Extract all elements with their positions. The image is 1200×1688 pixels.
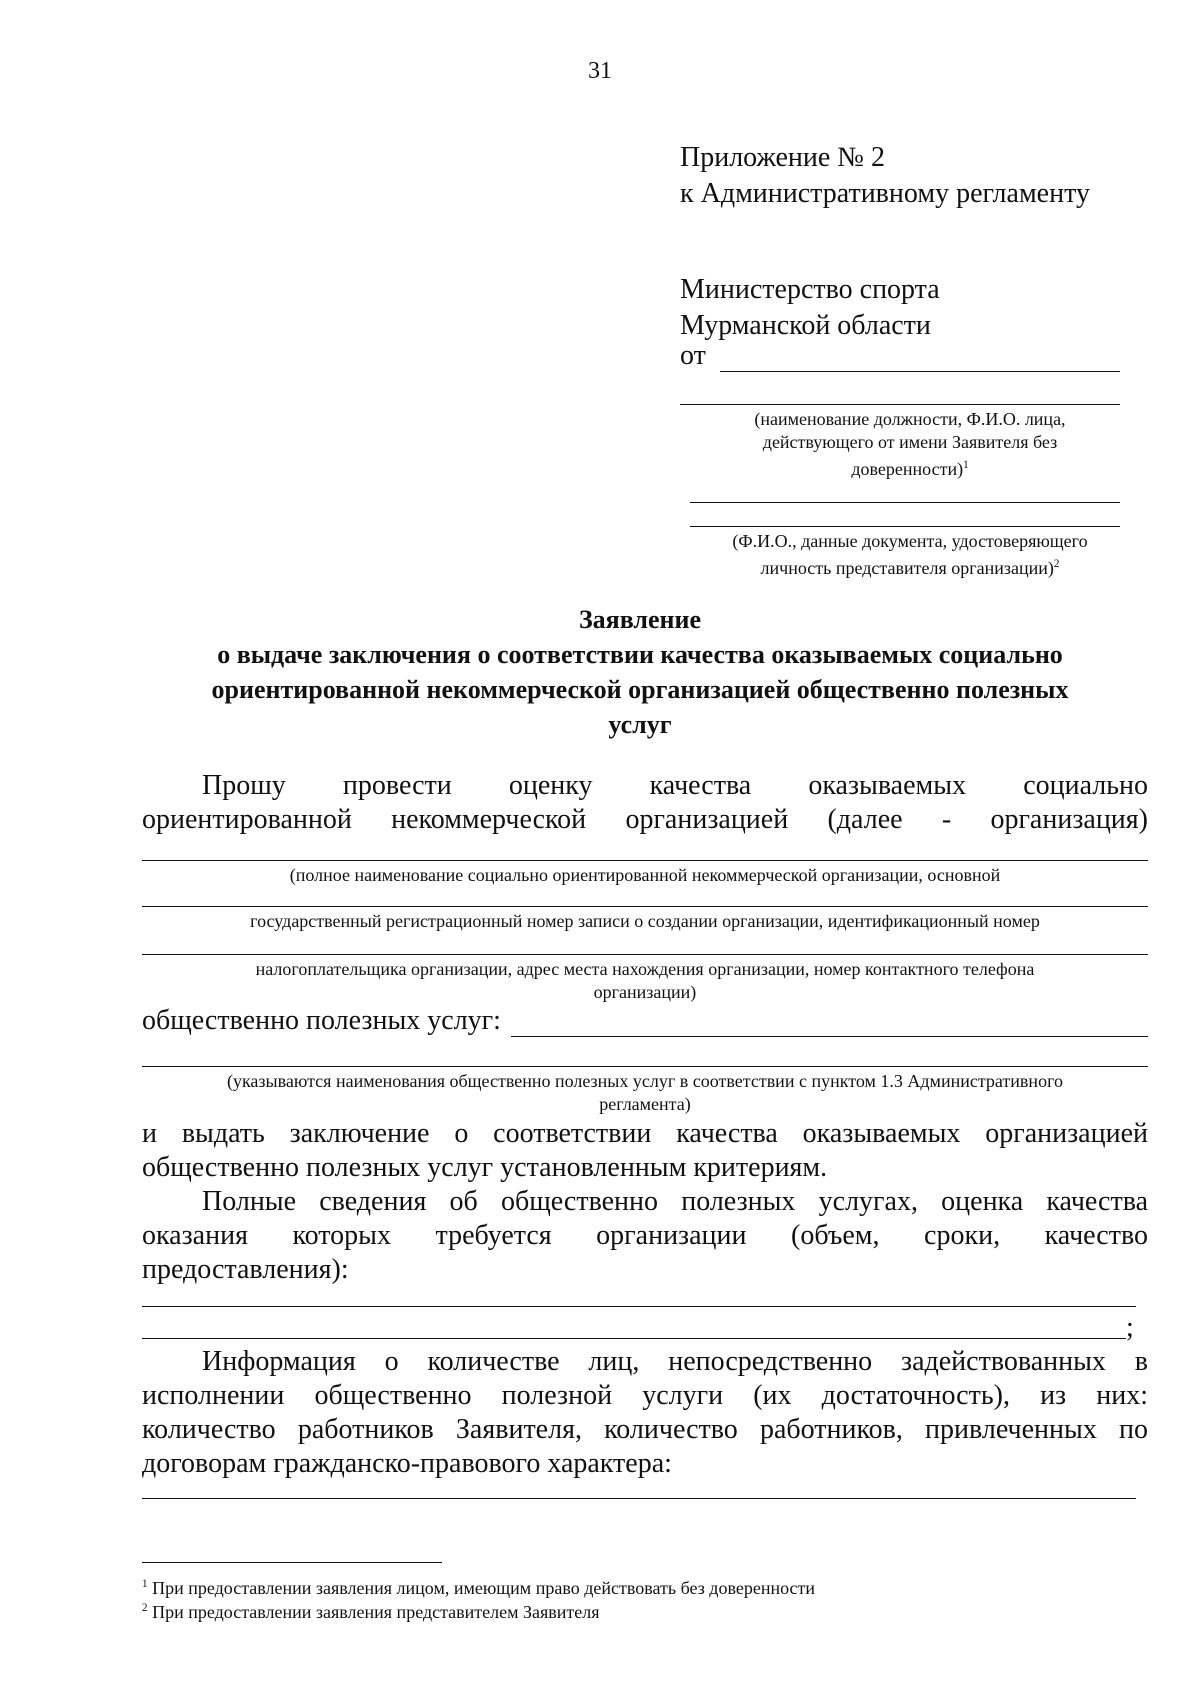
org-caption-2: государственный регистрационный номер записи о создании организации, идентификационный номер (250, 911, 1040, 931)
footnote-separator (142, 1562, 442, 1563)
representative-fill-line-2[interactable] (690, 526, 1120, 527)
footnote-mark-2: 2 (1053, 558, 1060, 570)
paragraph-4-line-1: Информация о количестве лиц, непосредственно задействованных в (202, 1346, 1148, 1377)
from-row (680, 340, 1120, 372)
services-fill-line-2[interactable] (142, 1066, 1148, 1067)
paragraph-4-line-3: количество работников Заявителя, количество работников, привлеченных по (142, 1414, 1148, 1445)
from-label: от (680, 340, 706, 371)
services-caption-1: (указываются наименования общественно полезных услуг в соответствии с пунктом 1.3 Административного (226, 1071, 1064, 1091)
services-label: общественно полезных услуг: (142, 1005, 501, 1036)
page-number: 31 (588, 58, 612, 84)
representative-caption-line-2: личность представителя организации) (760, 558, 1054, 578)
paragraph-3-line-1: Полные сведения об общественно полезных услугах, оценка качества (202, 1186, 1148, 1217)
paragraph-4-line-2: исполнении общественно полезной услуги (их достаточность), из них: (142, 1380, 1148, 1411)
representative-fill-line-1[interactable] (690, 502, 1120, 503)
paragraph-2-line-1: и выдать заключение о соответствии качества оказываемых организацией (142, 1118, 1148, 1149)
details-fill-line-2[interactable] (142, 1338, 1126, 1339)
title-line-3: ориентированной некоммерческой организацией общественно полезных (211, 675, 1069, 704)
title-line-2: о выдаче заключения о соответствии качества оказываемых социально (217, 640, 1063, 669)
from-fill-line[interactable] (720, 345, 1120, 372)
representative-caption (690, 530, 1130, 580)
document-title (130, 602, 1150, 742)
details-fill-line-1[interactable] (142, 1306, 1136, 1307)
footnote-1-mark: 1 (142, 1578, 148, 1590)
org-caption-4: организации) (593, 982, 697, 1002)
footnote-2-text: При предоставлении заявления представителем Заявителя (147, 1602, 600, 1622)
official-caption (700, 408, 1120, 481)
addressee-block (680, 272, 1140, 344)
paragraph-1-line-2: ориентированной некоммерческой организацией (далее - организация) (142, 804, 1148, 835)
official-fill-line[interactable] (680, 404, 1120, 405)
services-caption-2: регламента) (599, 1094, 691, 1114)
appendix-heading (680, 140, 1140, 212)
title-line-4: услуг (608, 710, 672, 739)
paragraph-1-line-1: Прошу провести оценку качества оказываемых социально (202, 770, 1148, 801)
paragraph-3-line-3: предоставления): (142, 1254, 349, 1285)
official-caption-line-3: доверенности) (851, 459, 964, 479)
official-caption-line-2: действующего от имени Заявителя без (762, 432, 1058, 452)
footnote-1-text: При предоставлении заявления лицом, имеющим право действовать без доверенности (147, 1578, 816, 1598)
paragraph-2-line-2: общественно полезных услуг установленным критериям. (142, 1152, 828, 1183)
appendix-line-2: к Административному регламенту (680, 178, 1090, 209)
appendix-line-1: Приложение № 2 (680, 142, 885, 173)
org-fill-line-3[interactable] (142, 954, 1148, 955)
title-line-1: Заявление (578, 605, 702, 634)
org-fill-line-1[interactable] (142, 860, 1148, 861)
org-caption-1: (полное наименование социально ориентированной некоммерческой организации, основной (289, 865, 1001, 885)
org-caption-3: налогоплательщика организации, адрес места нахождения организации, номер контактного телефона (255, 959, 1035, 979)
services-fill-line[interactable] (511, 1010, 1148, 1037)
paragraph-4-line-4: договорам гражданско-правового характера: (142, 1448, 672, 1479)
addressee-line-1: Министерство спорта (680, 274, 940, 305)
staff-fill-line[interactable] (142, 1498, 1136, 1499)
details-semicolon: ; (1126, 1312, 1134, 1343)
org-fill-line-2[interactable] (142, 906, 1148, 907)
paragraph-3-line-2: оказания которых требуется организации (объем, сроки, качество (142, 1220, 1148, 1251)
services-row (142, 1005, 1148, 1037)
footnote-2-mark: 2 (142, 1602, 148, 1614)
footnote-mark-1: 1 (963, 459, 969, 471)
official-caption-line-1: (наименование должности, Ф.И.О. лица, (754, 409, 1066, 429)
representative-caption-line-1: (Ф.И.О., данные документа, удостоверяющего (732, 531, 1088, 551)
footnote-2 (142, 1596, 600, 1624)
addressee-line-2: Мурманской области (680, 310, 931, 341)
